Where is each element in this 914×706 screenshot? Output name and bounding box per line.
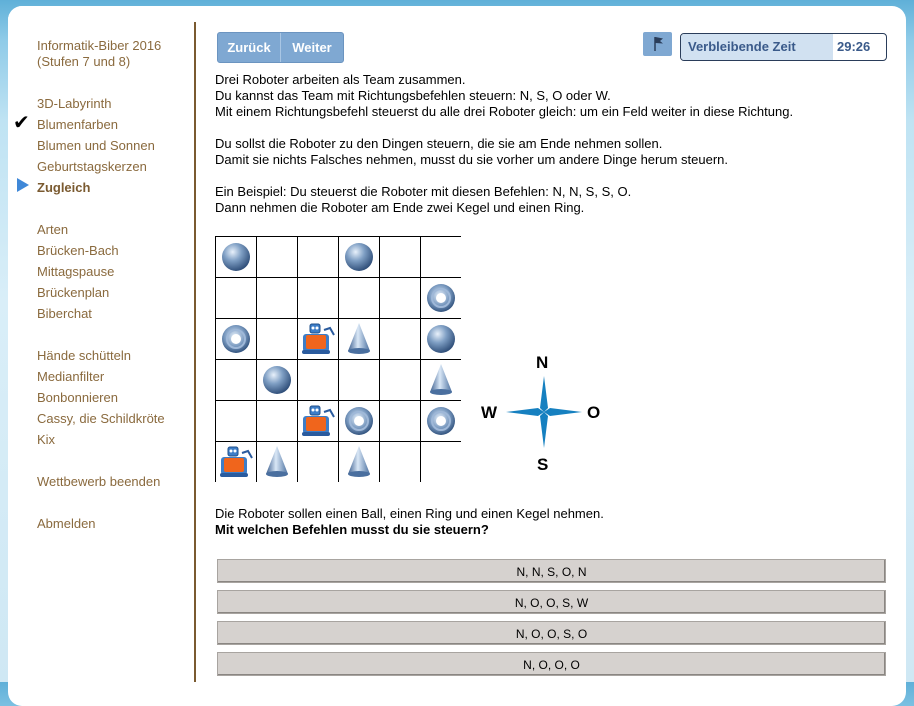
answer-option-1[interactable]: N, N, S, O, N — [217, 559, 886, 583]
task-goal: Die Roboter sollen einen Ball, einen Ring und einen Kegel nehmen. — [215, 506, 604, 521]
board-cell — [339, 278, 380, 319]
task-text-line: Drei Roboter arbeiten als Team zusammen. — [215, 72, 466, 87]
task-link-geburtstagskerzen[interactable]: Geburtstagskerzen — [37, 159, 147, 174]
board-cell — [421, 237, 462, 278]
board-cell — [380, 401, 421, 442]
task-text-line: Du kannst das Team mit Richtungsbefehlen steuern: N, S, O oder W. — [215, 88, 611, 103]
compass-west-label: W — [481, 403, 498, 422]
task-link-brueckenplan[interactable]: Brückenplan — [37, 285, 110, 300]
task-link-arten[interactable]: Arten — [37, 222, 69, 237]
task-link-biberchat[interactable]: Biberchat — [37, 306, 92, 321]
board-cell — [380, 237, 421, 278]
contest-title-line2: (Stufen 7 und 8) — [37, 54, 131, 69]
next-button[interactable]: Weiter — [292, 40, 332, 55]
compass-rose — [480, 350, 610, 474]
remaining-time-label: Verbleibende Zeit — [681, 34, 833, 60]
ring-icon — [427, 407, 455, 435]
board-cell — [216, 278, 257, 319]
board-cell — [380, 319, 421, 360]
task-text-line: Ein Beispiel: Du steuerst die Roboter mit diesen Befehlen: N, N, S, S, O. — [215, 184, 632, 199]
task-text-line: Damit sie nichts Falsches nehmen, musst du sie vorher um andere Dinge herum steuern. — [215, 152, 729, 167]
ring-icon — [222, 325, 250, 353]
ring-icon — [345, 407, 373, 435]
sidebar — [8, 6, 194, 536]
task-question: Mit welchen Befehlen musst du sie steuern? — [215, 522, 489, 537]
task-link-3d-labyrinth[interactable]: 3D-Labyrinth — [37, 96, 112, 111]
answer-option-3[interactable]: N, O, O, S, O — [217, 621, 886, 645]
board-cell — [257, 237, 298, 278]
board-cell — [298, 442, 339, 483]
ball-icon — [345, 243, 373, 271]
task-link-cassy[interactable]: Cassy, die Schildkröte — [37, 411, 165, 426]
sidebar-divider — [194, 22, 196, 682]
logout-link[interactable]: Abmelden — [37, 516, 96, 531]
ball-icon — [263, 366, 291, 394]
current-task-arrow-icon — [17, 178, 29, 192]
task-link-zugleich[interactable]: Zugleich — [37, 180, 91, 195]
task-text-line: Dann nehmen die Roboter am Ende zwei Kegel und einen Ring. — [215, 200, 585, 215]
compass-north-label: N — [536, 353, 549, 372]
board-cell — [421, 442, 462, 483]
board-cell — [339, 360, 380, 401]
flag-icon[interactable] — [643, 32, 672, 56]
compass-east-label: O — [587, 403, 601, 422]
remaining-time-box — [680, 33, 887, 61]
board-cell — [257, 401, 298, 442]
board-cell — [216, 360, 257, 401]
nav-button-group — [217, 32, 344, 63]
board-cell — [257, 319, 298, 360]
robot-board — [215, 236, 461, 482]
task-text-line: Du sollst die Roboter zu den Dingen steuern, die sie am Ende nehmen sollen. — [215, 136, 663, 151]
board-cell — [380, 278, 421, 319]
board-cell — [298, 237, 339, 278]
task-link-bruecken-bach[interactable]: Brücken-Bach — [37, 243, 119, 258]
answer-option-2[interactable]: N, O, O, S, W — [217, 590, 886, 614]
task-text-line: Mit einem Richtungsbefehl steuerst du alle drei Roboter gleich: um ein Feld weiter in diese Richtung. — [215, 104, 794, 119]
check-icon: ✔ — [13, 112, 30, 134]
board-cell — [257, 278, 298, 319]
answer-option-4[interactable]: N, O, O, O — [217, 652, 886, 676]
task-link-blumenfarben[interactable]: Blumenfarben — [37, 117, 118, 132]
ball-icon — [222, 243, 250, 271]
remaining-time-value: 29:26 — [837, 39, 871, 54]
task-link-blumen-und-sonnen[interactable]: Blumen und Sonnen — [37, 138, 155, 153]
contest-title-line1: Informatik-Biber 2016 — [37, 38, 162, 53]
board-cell — [298, 360, 339, 401]
board-cell — [380, 360, 421, 401]
board-cell — [380, 442, 421, 483]
task-link-haende-schuetteln[interactable]: Hände schütteln — [37, 348, 131, 363]
compass-south-label: S — [537, 455, 549, 474]
back-button[interactable]: Zurück — [218, 33, 281, 62]
end-contest-link[interactable]: Wettbewerb beenden — [37, 474, 161, 489]
board-cell — [298, 278, 339, 319]
board-cell — [216, 401, 257, 442]
task-link-bonbonnieren[interactable]: Bonbonnieren — [37, 390, 118, 405]
task-link-kix[interactable]: Kix — [37, 432, 56, 447]
task-link-mittagspause[interactable]: Mittagspause — [37, 264, 115, 279]
ball-icon — [427, 325, 455, 353]
task-link-medianfilter[interactable]: Medianfilter — [37, 369, 105, 384]
ring-icon — [427, 284, 455, 312]
